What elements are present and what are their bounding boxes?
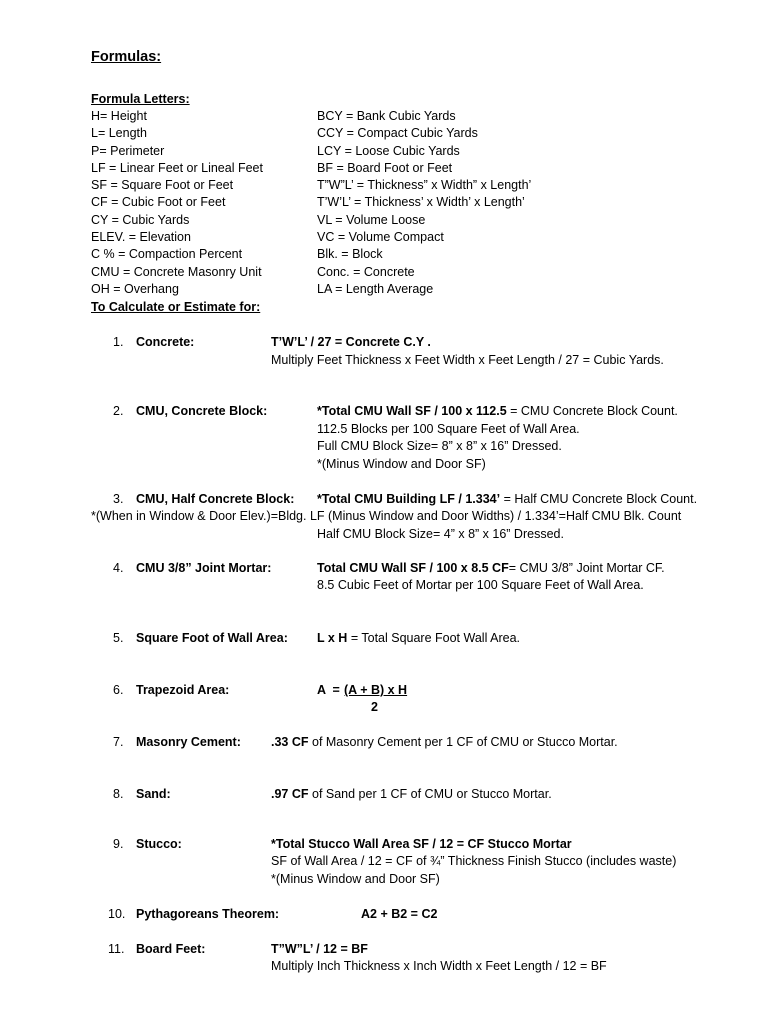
item-8-formula-rest: of Sand per 1 CF of CMU or Stucco Mortar. (308, 787, 552, 801)
formula-letter-item: ELEV. = Elevation (91, 230, 191, 245)
item-10-label: Pythagoreans Theorem: (136, 907, 280, 921)
item-4-formula (317, 560, 665, 577)
item-3-formula-bold: *Total CMU Building LF / 1.334’ (317, 492, 501, 506)
formula-letter-item: VC = Volume Compact (317, 230, 444, 245)
item-9-line-2: SF of Wall Area / 12 = CF of ¾” Thickness Finish Stucco (includes waste) (271, 854, 677, 868)
formula-letter-item: CY = Cubic Yards (91, 212, 190, 227)
item-5-formula (317, 630, 520, 647)
item-11-formula: T”W”L’ / 12 = BF (271, 942, 368, 956)
item-5-formula-rest: = Total Square Foot Wall Area. (347, 631, 521, 645)
item-4-number: 4. (113, 561, 124, 575)
formula-letter-item: CCY = Compact Cubic Yards (317, 126, 478, 141)
formula-letter-item: BCY = Bank Cubic Yards (317, 109, 456, 123)
item-5-number: 5. (113, 631, 124, 645)
item-6-numerator: (A + B) x H (344, 683, 408, 697)
calc-heading: To Calculate or Estimate for: (91, 300, 261, 314)
formula-letter-item: Blk. = Block (317, 247, 383, 262)
item-7-formula (271, 734, 618, 751)
formula-letter-item: CMU = Concrete Masonry Unit (91, 264, 262, 279)
item-7-formula-rest: of Masonry Cement per 1 CF of CMU or Stucco Mortar. (308, 735, 618, 749)
item-2-number: 2. (113, 404, 124, 418)
item-2-line-4: *(Minus Window and Door SF) (317, 457, 486, 471)
item-5-label: Square Foot of Wall Area: (136, 631, 288, 645)
formula-letter-item: T”W”L’ = Thickness” x Width” x Length’ (317, 178, 532, 193)
formula-letter-item: CF = Cubic Foot or Feet (91, 195, 226, 210)
formula-letter-item: OH = Overhang (91, 281, 179, 296)
item-7-number: 7. (113, 735, 124, 749)
formula-letter-item: BF = Board Foot or Feet (317, 160, 453, 175)
item-2-formula-rest: = CMU Concrete Block Count. (506, 404, 678, 418)
formula-letter-item: SF = Square Foot or Feet (91, 178, 234, 193)
formula-letter-item: T’W’L’ = Thickness’ x Width’ x Length’ (317, 195, 525, 210)
formula-letter-item: Conc. = Concrete (317, 264, 415, 279)
item-2-label: CMU, Concrete Block: (136, 404, 268, 418)
item-11-number: 11. (108, 942, 125, 956)
letters-heading: Formula Letters: (91, 92, 190, 106)
formula-letter-item: L= Length (91, 126, 147, 141)
item-6-number: 6. (113, 683, 124, 697)
item-8-formula (271, 786, 552, 803)
letters-left-list (91, 108, 263, 298)
item-4-formula-bold: Total CMU Wall SF / 100 x 8.5 CF (317, 561, 509, 575)
formula-letter-item: P= Perimeter (91, 143, 165, 158)
item-4-formula-rest: = CMU 3/8” Joint Mortar CF. (508, 561, 665, 575)
item-5-formula-bold: L x H (317, 631, 348, 645)
item-6-label: Trapezoid Area: (136, 683, 230, 697)
item-4-label: CMU 3/8” Joint Mortar: (136, 561, 272, 575)
item-3-label: CMU, Half Concrete Block: (136, 492, 295, 506)
item-3-line-2: *(When in Window & Door Elev.)=Bldg. LF (Minus Window and Door Widths) / 1.334’=Half CMU Blk. Count (91, 509, 682, 523)
item-7-label: Masonry Cement: (136, 735, 241, 749)
item-6-formula-lhs: A = (317, 683, 347, 697)
item-9-formula: *Total Stucco Wall Area SF / 12 = CF Stucco Mortar (271, 837, 572, 851)
item-11-line-2: Multiply Inch Thickness x Inch Width x Feet Length / 12 = BF (271, 959, 607, 973)
item-1-label: Concrete: (136, 335, 195, 349)
formula-letter-item: LF = Linear Feet or Lineal Feet (91, 160, 263, 175)
item-6-denominator: 2 (371, 700, 378, 714)
item-1-formula: T’W’L’ / 27 = Concrete C.Y . (271, 335, 431, 349)
item-2-formula (317, 403, 678, 420)
formula-letter-item: VL = Volume Loose (317, 212, 426, 227)
item-3-formula (317, 491, 697, 508)
letters-right-list (317, 108, 531, 298)
formula-letter-item: LA = Length Average (317, 281, 434, 296)
item-4-line-2: 8.5 Cubic Feet of Mortar per 100 Square Feet of Wall Area. (317, 578, 644, 592)
item-10-number: 10. (108, 907, 126, 921)
item-2-line-2: 112.5 Blocks per 100 Square Feet of Wall Area. (317, 422, 580, 436)
item-8-number: 8. (113, 787, 124, 801)
item-1-line-2: Multiply Feet Thickness x Feet Width x Feet Length / 27 = Cubic Yards. (271, 353, 664, 367)
item-9-number: 9. (113, 837, 124, 851)
item-7-formula-bold: .33 CF (271, 735, 309, 749)
formula-letter-item: C % = Compaction Percent (91, 247, 243, 262)
formula-letter-item: LCY = Loose Cubic Yards (317, 143, 460, 158)
item-3-number: 3. (113, 492, 124, 506)
item-2-line-3: Full CMU Block Size= 8” x 8” x 16” Dressed. (317, 439, 562, 453)
item-9-label: Stucco: (136, 837, 182, 851)
formula-letter-item: H= Height (91, 109, 147, 123)
item-8-label: Sand: (136, 787, 171, 801)
item-1-number: 1. (113, 335, 124, 349)
item-11-label: Board Feet: (136, 942, 206, 956)
page-title: Formulas: (91, 49, 162, 65)
item-8-formula-bold: .97 CF (271, 787, 309, 801)
item-3-formula-rest: = Half CMU Concrete Block Count. (500, 492, 698, 506)
item-2-formula-bold: *Total CMU Wall SF / 100 x 112.5 (317, 404, 507, 418)
item-3-line-3: Half CMU Block Size= 4” x 8” x 16” Dressed. (317, 527, 564, 541)
item-9-line-3: *(Minus Window and Door SF) (271, 872, 440, 886)
item-10-formula: A2 + B2 = C2 (361, 907, 438, 921)
